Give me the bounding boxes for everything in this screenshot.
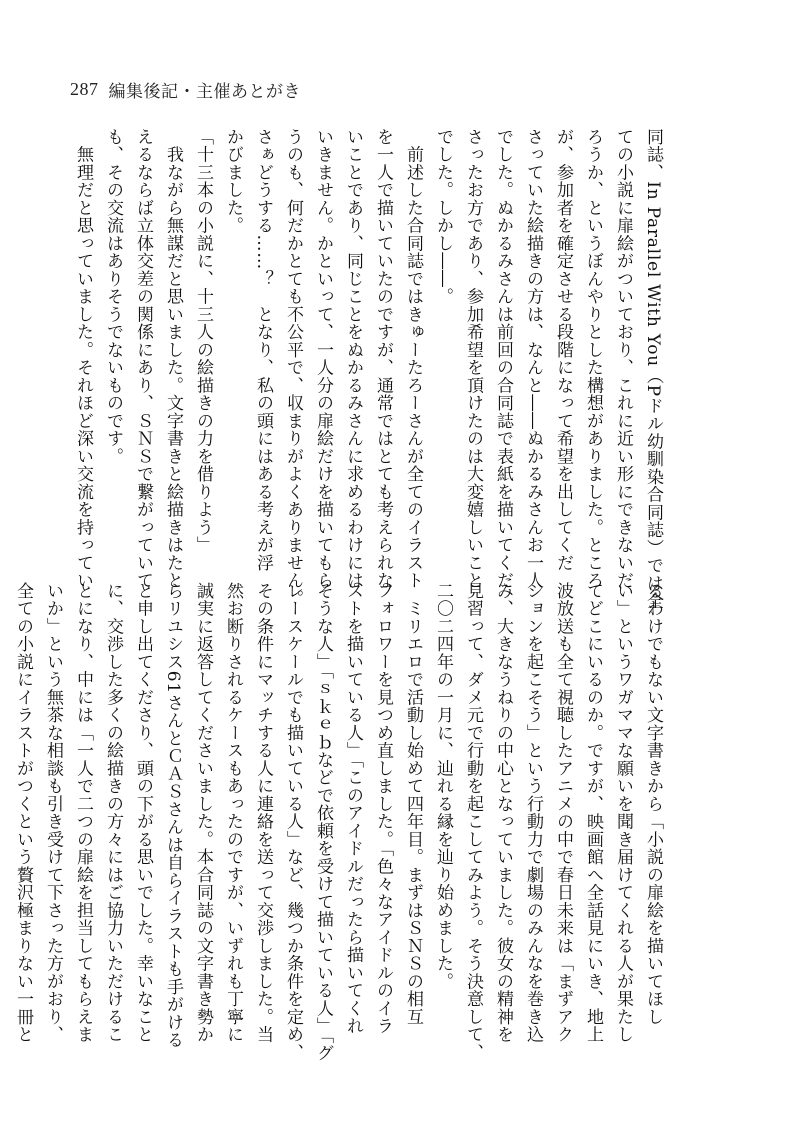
text-line: ションを起こそう」という行動力で劇場のみんなを巻き込 xyxy=(523,582,543,1044)
bottom-text-block xyxy=(8,582,668,1062)
text-line: 同誌、In Parallel With You（Pドル幼馴染合同誌）では全 xyxy=(643,128,663,610)
text-line: でした。ぬかるみさんは前回の合同誌で表紙を描いてくだ xyxy=(493,128,513,590)
text-line: らリユシス61さんとＣＡＳさんは自らイラストも手がける xyxy=(163,582,183,1049)
text-line: いきません。かといって、一人分の扉絵だけを描いてもら xyxy=(313,128,333,590)
text-line: も、その交流はありそうでないものです。 xyxy=(103,128,123,466)
text-line: いことであり、同じことをぬかるみさんに求めるわけには xyxy=(343,128,363,590)
text-line: その条件にマッチする人に連絡を送って交渉しました。当 xyxy=(253,582,273,1044)
text-line: い」というワガママな願いを聞き届けてくれる人が果たし xyxy=(613,582,633,1044)
text-line: 前述した合同誌ではきゅーたろーさんが全てのイラスト xyxy=(403,128,423,590)
text-line: 誠実に返答してくださいました。本合同誌の文字書き勢か xyxy=(193,582,213,1044)
text-line: フォロワーを見つめ直しました。「色々なアイドルのイラ xyxy=(373,582,393,1035)
text-line: いか」という無茶な相談も引き受けて下さった方がおり、 xyxy=(43,582,63,1044)
text-line: み、大きなうねりの中心となっていました。彼女の精神を xyxy=(493,582,513,1044)
text-line: えるならば立体交差の関係にあり、ＳＮＳで繋がっていて xyxy=(133,128,153,590)
text-line: ストを描いている人」「このアイドルだったら描いてくれ xyxy=(343,582,363,1035)
text-line: てどこにいるのか。ですが、映画館へ全話見にいき、地上 xyxy=(583,582,603,1044)
running-header xyxy=(70,74,301,104)
quote-line: 「十三本の小説に、十三人の絵描きの力を借りよう」 xyxy=(193,128,213,554)
text-line: 波放送も全て視聴したアニメの中で春日未来は「まずアク xyxy=(553,582,573,1044)
text-line: とになり、中には「一人で二つの扉絵を担当してもらえま xyxy=(73,582,93,1044)
text-line: ての小説に扉絵がついており、これに近い形にできないだ xyxy=(613,128,633,590)
top-text-block xyxy=(68,128,668,610)
text-line: に、交渉した多くの絵描きの方々にはご協力いただけるこ xyxy=(103,582,123,1044)
text-line: 見習って、ダメ元で行動を起こしてみよう。そう決意して、 xyxy=(463,582,483,1062)
text-line: さっていた絵描きの方は、なんと――ぬかるみさんお一人 xyxy=(523,128,543,590)
text-line: を一人で描いていたのですが、通常ではとても考えられな xyxy=(373,128,393,590)
text-line: でした。しかし――。 xyxy=(433,128,453,306)
text-line: うのも、何だかとても不公平で、収まりがよくありません。 xyxy=(283,128,303,608)
section-title: 編集後記・主催あとがき xyxy=(108,81,301,102)
text-line: るわけでもない文字書きから「小説の扉絵を描いてほし xyxy=(643,582,663,1026)
text-line: ミリエロで活動し始めて四年目。まずはＳＮＳの相互 xyxy=(403,582,423,1026)
page-number: 287 xyxy=(70,78,99,99)
text-line: 全ての小説にイラストがつくという贅沢極まりない一冊と xyxy=(13,582,33,1044)
text-line: 無理だと思っていました。それほど深い交流を持ってい xyxy=(73,128,93,590)
text-line: 我ながら無謀だと思いました。文字書きと絵描きはたと xyxy=(163,128,183,590)
text-line: 然お断りされるケースもあったのですが、いずれも丁寧に xyxy=(223,582,243,1044)
text-line: と申し出てくださり、頭の下がる思いでした。幸いなこと xyxy=(133,582,153,1044)
text-line: が、参加者を確定させる段階になって希望を出してくだ xyxy=(553,128,573,572)
text-line: さったお方であり、参加希望を頂けたのは大変嬉しいこと xyxy=(463,128,483,590)
text-line: さぁどうする……？ となり、私の頭にはある考えが浮 xyxy=(253,128,273,572)
text-line: レースケールでも描いている人」など、幾つか条件を定め、 xyxy=(283,582,303,1062)
text-line: 二〇二四年の一月に、辿れる縁を辿り始めました。 xyxy=(433,582,453,991)
text-line: そうな人」「ｓｋｅｂなどで依頼を受けて描いている人」「グ xyxy=(313,582,333,1062)
text-line: ろうか、というぼんやりとした構想がありました。ところ xyxy=(583,128,603,590)
text-line: かびました。 xyxy=(223,128,243,235)
